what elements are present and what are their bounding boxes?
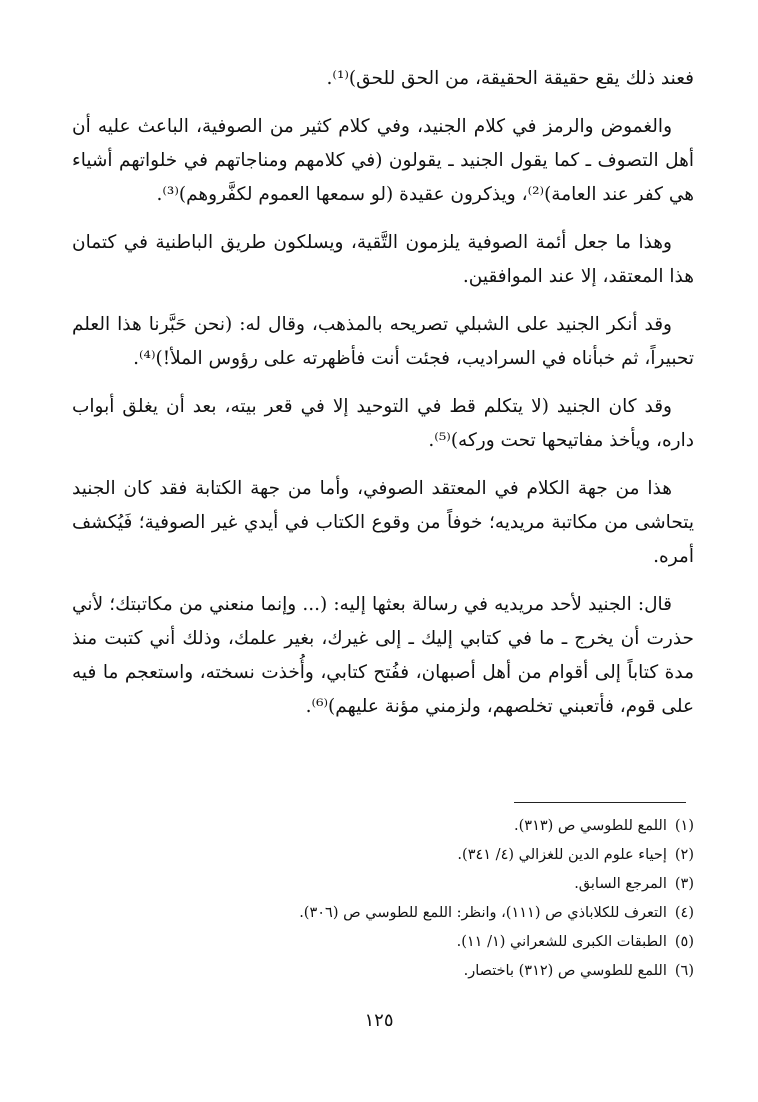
paragraph: هذا من جهة الكلام في المعتقد الصوفي، وأما من جهة الكتابة فقد كان الجنيد يتحاشى من مكاتبة مريديه؛ خوفاً من وقوع الكتاب في أيدي غير الصوفية؛ فَيُكشف أمره.: [72, 478, 694, 567]
page-number: ١٢٥: [364, 1010, 394, 1031]
footnote-text: التعرف للكلاباذي ص (١١١)، وانظر: اللمع للطوسي ص (٣٠٦).: [299, 905, 667, 921]
footnote-number: (٣): [674, 876, 694, 892]
paragraph: وهذا ما جعل أئمة الصوفية يلزمون التَّقية، ويسلكون طريق الباطنية في كتمان هذا المعتقد، إلا عند الموافقين.: [72, 232, 694, 287]
footnote-number: (٤): [674, 905, 694, 921]
footnote-text: إحياء علوم الدين للغزالي (٤/ ٣٤١).: [457, 847, 667, 863]
paragraph: وقد كان الجنيد (لا يتكلم قط في التوحيد إلا في قعر بيته، بعد أن يغلق أبواب داره، ويأخذ مفاتيحها تحت وركه)⁽⁵⁾.: [72, 396, 694, 451]
footnote-item: [72, 928, 694, 957]
footnote-item: [72, 899, 694, 928]
footnote-item: [72, 841, 694, 870]
footnote-text: الطبقات الكبرى للشعراني (١/ ١١).: [456, 934, 667, 950]
footnote-item: [72, 957, 694, 986]
footnote-item: [72, 870, 694, 899]
paragraph: والغموض والرمز في كلام الجنيد، وفي كلام كثير من الصوفية، الباعث عليه أن أهل التصوف ـ كما يقول الجنيد ـ يقولون (في كلامهم ومناجاتهم في خلواتهم أشياء هي كفر عند العامة)⁽²⁾، ويذكرون عقيدة (لو سمعها العموم لكفَّروهم)⁽³⁾.: [72, 116, 694, 205]
paragraph: فعند ذلك يقع حقيقة الحقيقة، من الحق للحق)⁽¹⁾.: [326, 68, 694, 89]
footnote-item: [72, 812, 694, 841]
paragraph: وقد أنكر الجنيد على الشبلي تصريحه بالمذهب، وقال له: (نحن حَبَّرنا هذا العلم تحبيراً، ثم خبأناه في السراديب، فجئت أنت فأظهرته على رؤوس الملأ!)⁽⁴⁾.: [72, 314, 694, 369]
main-text: [72, 62, 694, 738]
footnote-number: (٥): [674, 934, 694, 950]
footnote-number: (١): [674, 818, 694, 834]
footnote-text: اللمع للطوسي ص (٣١٣).: [514, 818, 667, 834]
footnote-number: (٢): [674, 847, 694, 863]
footnotes: [72, 812, 694, 986]
footnote-text: اللمع للطوسي ص (٣١٢) باختصار.: [463, 963, 667, 979]
paragraph: قال: الجنيد لأحد مريديه في رسالة بعثها إليه: (... وإنما منعني من مكاتبتك؛ لأني حذرت أن يخرج ـ ما في كتابي إليك ـ إلى غيرك، بغير علمك، وذلك أني كتبت منذ مدة كتاباً إلى أقوام من أهل أصبهان، ففُتح كتابي، وأُخذت نسخته، واستعجم ما فيه على قوم، فأتعبني تخلصهم، ولزمني مؤنة عليهم)⁽⁶⁾.: [72, 594, 694, 717]
footnote-number: (٦): [674, 963, 694, 979]
footnote-divider: [514, 802, 686, 803]
footnote-text: المرجع السابق.: [574, 876, 667, 892]
